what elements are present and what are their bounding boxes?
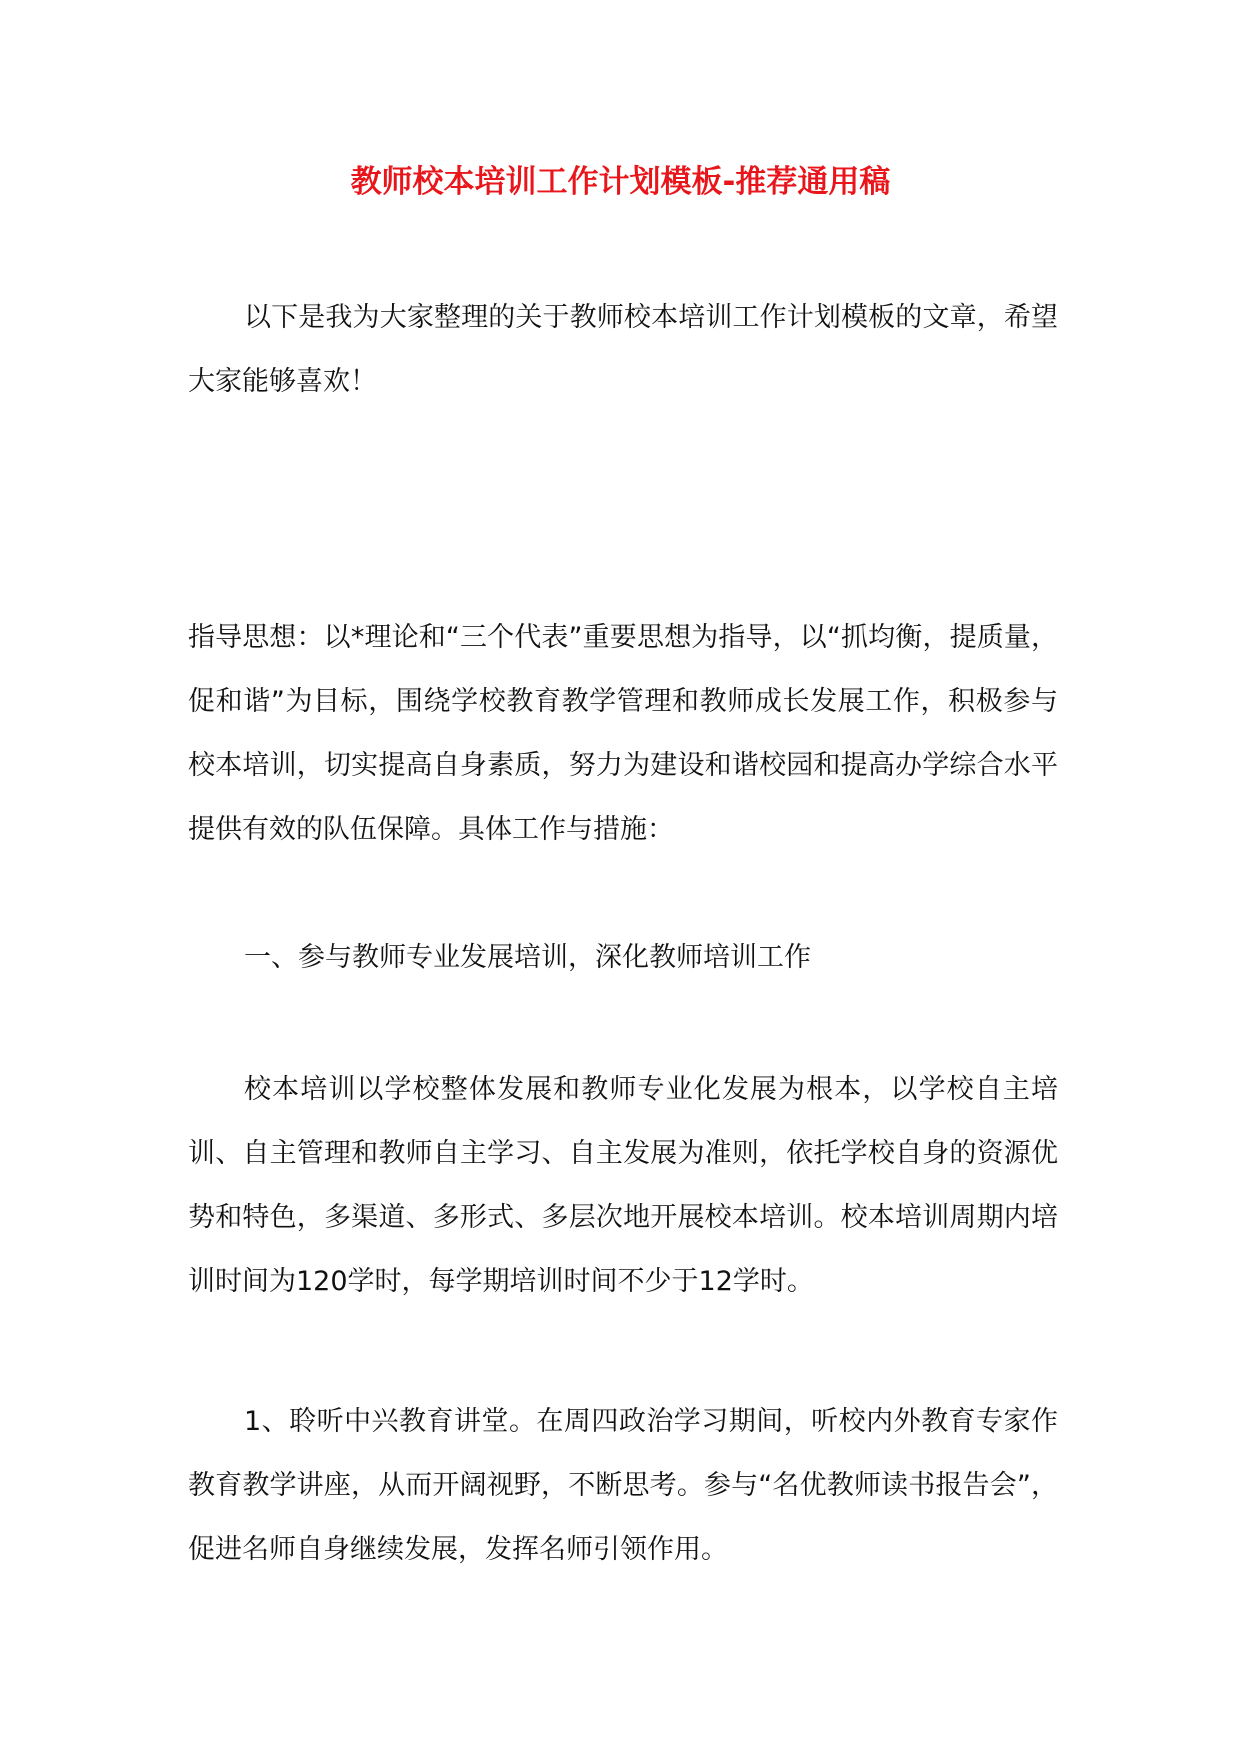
intro-paragraph: 以下是我为大家整理的关于教师校本培训工作计划模板的文章，希望大家能够喜欢！	[188, 302, 1058, 397]
school-training-paragraph: 校本培训以学校整体发展和教师专业化发展为根本，以学校自主培训、自主管理和教师自主学习、自主发展为准则，依托学校自身的资源优势和特色，多渠道、多形式、多层次地开展校本培训。校本培训周期内培训时间为120学时，每学期培训时间不少于12学时。	[188, 1074, 1058, 1297]
item-one-paragraph: 1、聆听中兴教育讲堂。在周四政治学习期间，听校内外教育专家作教育教学讲座，从而开阔视野，不断思考。参与“名优教师读书报告会”，促进名师自身继续发展，发挥名师引领作用。	[188, 1406, 1058, 1565]
guiding-thought-paragraph: 指导思想：以*理论和“三个代表”重要思想为指导，以“抓均衡，提质量，促和谐”为目标，围绕学校教育教学管理和教师成长发展工作，积极参与校本培训，切实提高自身素质，努力为建设和谐校园和提高办学综合水平提供有效的队伍保障。具体工作与措施：	[188, 622, 1058, 845]
section-one-heading: 一、参与教师专业发展培训，深化教师培训工作	[244, 942, 811, 973]
document-title: 教师校本培训工作计划模板-推荐通用稿	[350, 164, 891, 200]
